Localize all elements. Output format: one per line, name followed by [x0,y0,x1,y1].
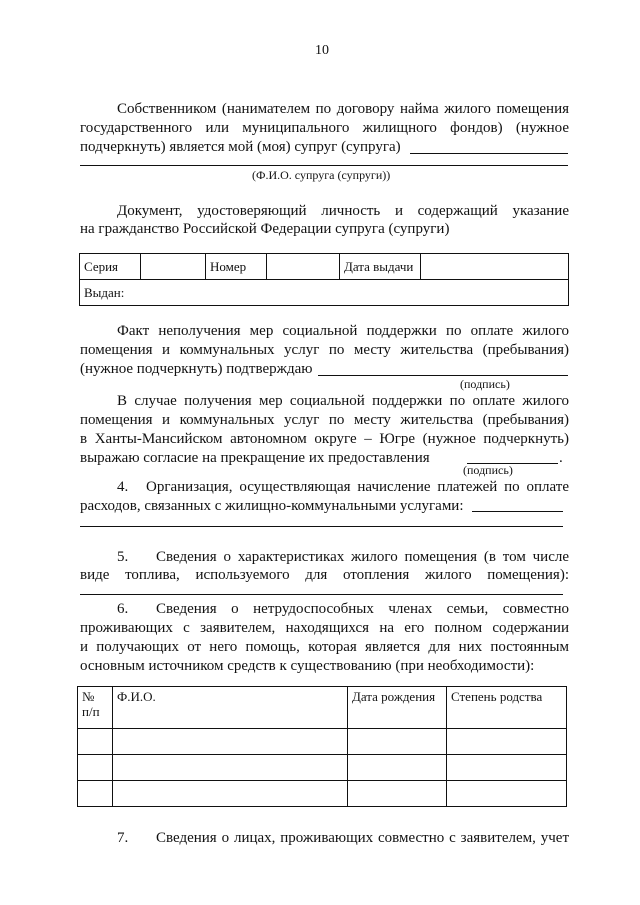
spouse-name-caption: (Ф.И.О. супруга (супруги)) [252,168,391,182]
item7-number: 7. [117,830,129,846]
owner-line-2: государственного или муниципального жилищного фондов) (нужное [80,120,569,136]
cell-relationship[interactable] [447,755,567,781]
issued-by-label: Выдан: [84,285,125,300]
cell-row-number[interactable] [78,755,113,781]
spouse-name-field[interactable] [410,153,568,154]
table-row [78,755,567,781]
issued-by-field[interactable] [80,280,569,306]
consent-line-3: в Ханты-Мансийском автономном округе – Югре (нужное подчеркнуть) [80,431,569,447]
fact-signature-field[interactable] [318,375,568,376]
consent-line-4: выражаю согласие на прекращение их предоставления [80,450,430,466]
fact-line-1: Факт неполучения мер социальной поддержки по оплате жилого [117,323,569,339]
item6-line-3: и получающих от него помощь, которая является для них постоянным [80,639,569,655]
owner-line-1: Собственником (нанимателем по договору найма жилого помещения [117,101,569,117]
item4-number: 4. [117,479,129,495]
cell-birth-date[interactable] [348,781,447,807]
cell-birth-date[interactable] [348,729,447,755]
cell-relationship[interactable] [447,781,567,807]
item6-line-1: Сведения о нетрудоспособных членах семьи, совместно [156,601,569,617]
owner-line-3: подчеркнуть) является мой (моя) супруг (супруга) [80,139,401,155]
consent-period: . [559,450,563,466]
issue-date-label: Дата выдачи [340,254,421,280]
document-table [79,253,569,306]
item6-line-4: основным источником средств к существованию (при необходимости): [80,658,535,674]
item5-line-1: Сведения о характеристиках жилого помещения (в том числе [156,549,569,565]
item4-field-continued[interactable] [80,526,563,527]
cell-full-name[interactable] [113,729,348,755]
fact-line-2: помещения и коммунальных услуг по месту жительства (пребывания) [80,342,569,358]
cell-relationship[interactable] [447,729,567,755]
item6-number: 6. [117,601,129,617]
table-row [78,729,567,755]
header-birth-date: Дата рождения [348,687,447,729]
header-relationship: Степень родства [447,687,567,729]
page-number: 10 [315,43,329,58]
series-field[interactable] [141,254,206,280]
family-members-table [77,686,567,807]
header-row-number: № п/п [78,687,113,729]
item5-field[interactable] [80,594,563,595]
document-line-2: на гражданство Российской Федерации супруга (супруги) [80,221,450,237]
fact-line-3: (нужное подчеркнуть) подтверждаю [80,361,313,377]
item6-line-2: проживающих с заявителем, находящихся на его полном содержании [80,620,569,636]
spouse-name-field-continued[interactable] [80,165,568,166]
table-row [78,781,567,807]
item4-field[interactable] [472,511,563,512]
issue-date-field[interactable] [421,254,569,280]
number-label: Номер [206,254,267,280]
item4-line-1: Организация, осуществляющая начисление платежей по оплате [146,479,569,495]
item5-number: 5. [117,549,129,565]
item4-line-2: расходов, связанных с жилищно-коммунальными услугами: [80,498,464,514]
consent-line-2: помещения и коммунальных услуг по месту жительства (пребывания) [80,412,569,428]
cell-full-name[interactable] [113,781,348,807]
cell-full-name[interactable] [113,755,348,781]
consent-line-1: В случае получения мер социальной поддержки по оплате жилого [117,393,569,409]
fact-signature-caption: (подпись) [460,377,510,391]
cell-birth-date[interactable] [348,755,447,781]
series-label: Серия [80,254,141,280]
item5-line-2: виде топлива, используемого для отопления жилого помещения): [80,567,569,583]
number-field[interactable] [267,254,340,280]
cell-row-number[interactable] [78,781,113,807]
cell-row-number[interactable] [78,729,113,755]
consent-signature-caption: (подпись) [463,463,513,477]
document-line-1: Документ, удостоверяющий личность и содержащий указание [117,203,569,219]
item7-line-1: Сведения о лицах, проживающих совместно с заявителем, учет [156,830,569,846]
header-full-name: Ф.И.О. [113,687,348,729]
